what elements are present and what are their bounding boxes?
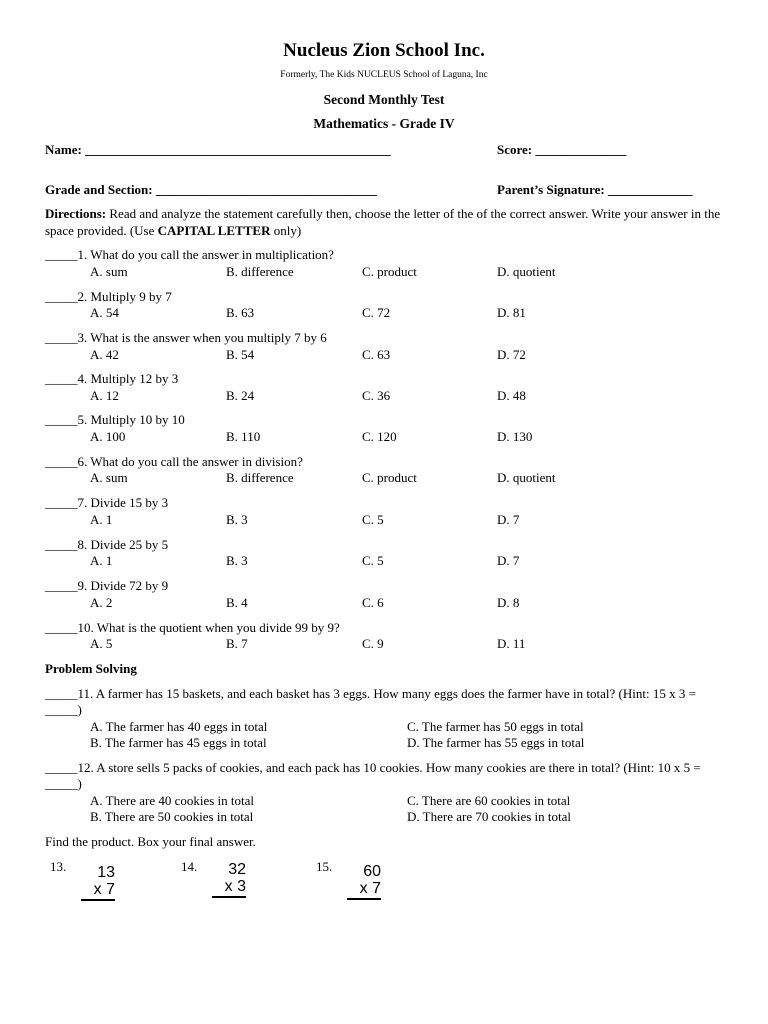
choice-c: C. There are 60 cookies in total	[407, 793, 571, 808]
choice-d: D. 81	[497, 305, 526, 320]
choice-c: C. product	[362, 470, 417, 485]
choice-b: B. 63	[226, 305, 255, 320]
choice-d: D. 7	[497, 553, 520, 568]
choice-d: D. The farmer has 55 eggs in total	[407, 735, 585, 750]
question-5: _____5. Multiply 10 by 10	[45, 412, 185, 427]
school-former-name: Formerly, The Kids NUCLEUS School of Laguna, Inc	[280, 70, 488, 80]
choice-c: C. The farmer has 50 eggs in total	[407, 719, 584, 734]
item-14-top: 32	[228, 861, 246, 878]
question-7: _____7. Divide 15 by 3	[45, 495, 169, 510]
item-13-top: 13	[97, 864, 115, 881]
choice-b: B. difference	[226, 470, 294, 485]
choice-a: A. 12	[90, 388, 119, 403]
choice-c: C. 5	[362, 553, 384, 568]
directions-text-1: Read and analyze the statement carefully then, choose the letter of the of the correct answer. Write your answer in the space provided. (Use	[45, 206, 721, 238]
choice-c: C. 9	[362, 636, 384, 651]
choice-d: D. 130	[497, 429, 533, 444]
choice-d: D. 48	[497, 388, 526, 403]
product-instruction: Find the product. Box your final answer.	[45, 834, 256, 849]
directions	[45, 205, 725, 239]
directions-label: Directions:	[45, 206, 107, 221]
choice-a: A. The farmer has 40 eggs in total	[90, 719, 268, 734]
choice-c: C. 36	[362, 388, 391, 403]
choice-d: D. 11	[497, 636, 526, 651]
directions-emphasis: CAPITAL LETTER	[157, 223, 271, 238]
choice-a: A. 5	[90, 636, 113, 651]
choice-b: B. 110	[226, 429, 261, 444]
choice-d: D. 7	[497, 512, 520, 527]
choice-a: A. 42	[90, 347, 119, 362]
choice-d: D. quotient	[497, 264, 556, 279]
score-field: Score: ______________	[497, 142, 627, 157]
choice-b: B. 24	[226, 388, 255, 403]
item-14-number: 14.	[181, 859, 198, 874]
choice-d: D. quotient	[497, 470, 556, 485]
choice-a: A. 1	[90, 512, 113, 527]
question-6: _____6. What do you call the answer in division?	[45, 454, 303, 469]
question-4: _____4. Multiply 12 by 3	[45, 371, 179, 386]
choice-c: C. 5	[362, 512, 384, 527]
choice-b: B. There are 50 cookies in total	[90, 809, 254, 824]
choice-a: A. 100	[90, 429, 126, 444]
choice-b: B. 54	[226, 347, 255, 362]
directions-text-2: only)	[270, 223, 302, 238]
item-15-problem	[347, 863, 381, 900]
choice-c: C. 63	[362, 347, 391, 362]
item-13-problem	[81, 864, 115, 901]
problem-12: _____12. A store sells 5 packs of cookies, and each pack has 10 cookies. How many cookies are there in total? (Hint: 10 x 5 = _____)	[45, 760, 701, 791]
choice-c: C. product	[362, 264, 417, 279]
question-2: _____2. Multiply 9 by 7	[45, 289, 172, 304]
item-15-bottom: x 7	[347, 880, 381, 900]
choice-a: A. 2	[90, 595, 113, 610]
grade-section-field: Grade and Section: __________________________________	[45, 182, 377, 197]
test-title: Second Monthly Test	[323, 92, 445, 107]
question-8: _____8. Divide 25 by 5	[45, 537, 169, 552]
choice-a: A. 1	[90, 553, 113, 568]
question-1: _____1. What do you call the answer in multiplication?	[45, 247, 334, 262]
problem-solving-heading: Problem Solving	[45, 661, 137, 676]
item-14-bottom: x 3	[212, 878, 246, 898]
choice-d: D. There are 70 cookies in total	[407, 809, 572, 824]
choice-b: B. 3	[226, 512, 248, 527]
item-15-top: 60	[363, 863, 381, 880]
choice-b: B. 4	[226, 595, 248, 610]
question-9: _____9. Divide 72 by 9	[45, 578, 169, 593]
choice-d: D. 8	[497, 595, 520, 610]
item-13-bottom: x 7	[81, 881, 115, 901]
item-13-number: 13.	[50, 859, 67, 874]
parent-signature-field: Parent’s Signature: _____________	[497, 182, 693, 197]
choice-a: A. There are 40 cookies in total	[90, 793, 255, 808]
school-name: Nucleus Zion School Inc.	[283, 40, 485, 61]
choice-a: A. 54	[90, 305, 119, 320]
choice-c: C. 6	[362, 595, 384, 610]
choice-d: D. 72	[497, 347, 526, 362]
choice-b: B. The farmer has 45 eggs in total	[90, 735, 267, 750]
choice-b: B. difference	[226, 264, 294, 279]
problem-11: _____11. A farmer has 15 baskets, and each basket has 3 eggs. How many eggs does the farmer have in total? (Hint: 15 x 3 = _____)	[45, 686, 696, 717]
choice-c: C. 120	[362, 429, 397, 444]
choice-a: A. sum	[90, 264, 128, 279]
choice-c: C. 72	[362, 305, 391, 320]
choice-b: B. 3	[226, 553, 248, 568]
choice-a: A. sum	[90, 470, 128, 485]
item-14-problem	[212, 861, 246, 898]
item-15-number: 15.	[316, 859, 333, 874]
choice-b: B. 7	[226, 636, 248, 651]
name-field: Name: _______________________________________________	[45, 142, 391, 157]
question-3: _____3. What is the answer when you multiply 7 by 6	[45, 330, 327, 345]
subject-title: Mathematics - Grade IV	[313, 116, 455, 131]
question-10: _____10. What is the quotient when you divide 99 by 9?	[45, 620, 340, 635]
